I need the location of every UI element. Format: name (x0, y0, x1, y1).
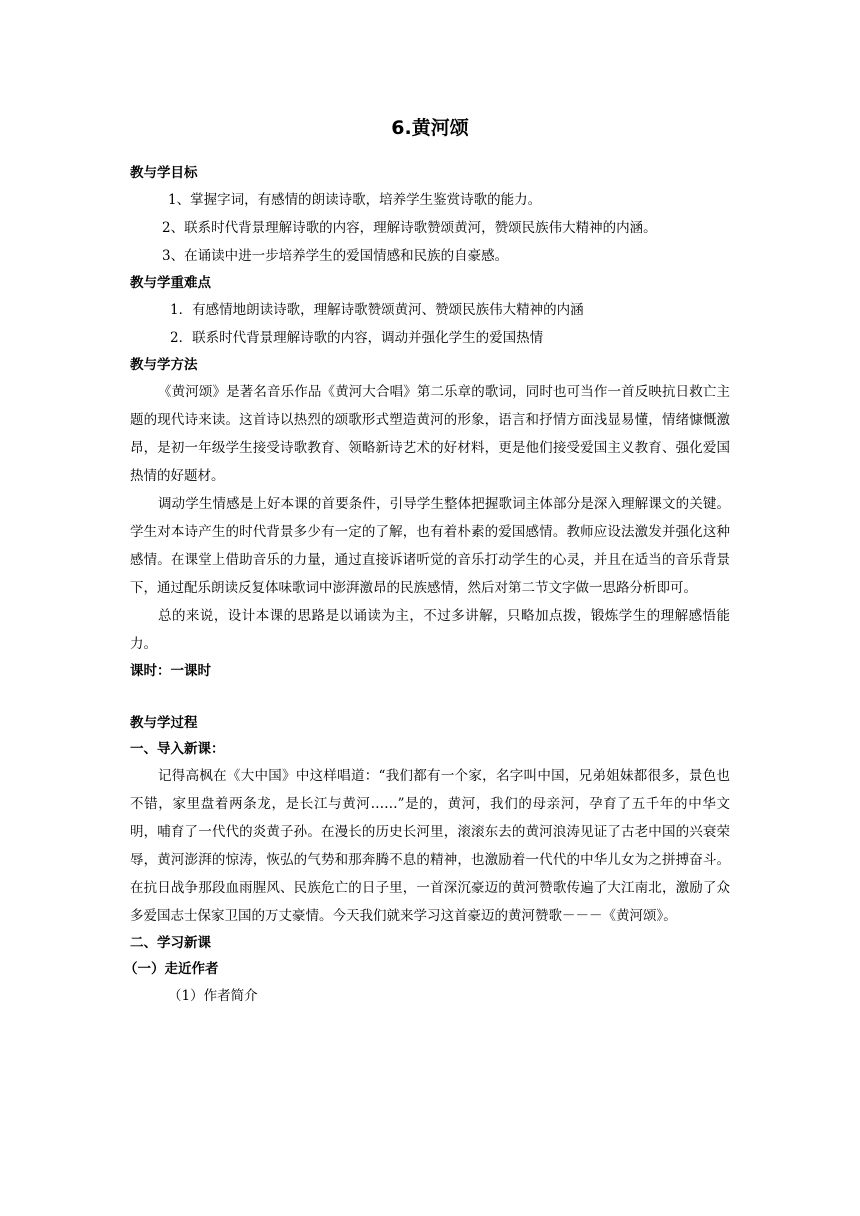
goal-item-1: 1、掌握字词，有感情的朗读诗歌，培养学生鉴赏诗歌的能力。 (168, 192, 542, 208)
process-heading: 教与学过程 (130, 715, 198, 731)
method-heading: 教与学方法 (130, 357, 198, 373)
class-time: 课时：一课时 (130, 663, 211, 679)
intro-heading: 一、导入新课： (130, 741, 225, 757)
author-subheading: （一）走近作者 (124, 961, 219, 977)
goals-heading: 教与学目标 (130, 165, 198, 181)
key-item-1: 1．有感情地朗读诗歌，理解诗歌赞颂黄河、赞颂民族伟大精神的内涵 (170, 302, 584, 318)
goal-item-2: 2、联系时代背景理解诗歌的内容，理解诗歌赞颂黄河，赞颂民族伟大精神的内涵。 (162, 220, 657, 236)
new-lesson-heading: 二、学习新课 (130, 935, 211, 951)
keys-heading: 教与学重难点 (130, 275, 211, 291)
document-body (124, 160, 730, 1010)
page-title: 6.黄河颂 (391, 117, 469, 139)
method-paragraph-1: 《黄河颂》是著名音乐作品《黄河大合唱》第二乐章的歌词，同时也可当作一首反映抗日救亡主题的现代诗来读。这首诗以热烈的颂歌形式塑造黄河的形象，语言和抒情方面浅显易懂，情绪慷慨激昂，是初一年级学生接受诗歌教育、领略新诗艺术的好材料，更是他们接受爱国主义教育、强化爱国热情的好题材。 (130, 384, 730, 484)
key-item-2: 2．联系时代背景理解诗歌的内容，调动并强化学生的爱国热情 (170, 330, 544, 346)
author-intro-item: （1）作者简介 (168, 988, 258, 1004)
blank-line (130, 684, 730, 710)
method-paragraph-2: 调动学生情感是上好本课的首要条件，引导学生整体把握歌词主体部分是深入理解课文的关键。学生对本诗产生的时代背景多少有一定的了解，也有着朴素的爱国感情。教师应设法激发并强化这种感情。在课堂上借助音乐的力量，通过直接诉诸听觉的音乐打动学生的心灵，并且在适当的音乐背景下，通过配乐朗读反复体味歌词中澎湃激昂的民族感情，然后对第二节文字做一思路分析即可。 (130, 496, 730, 596)
method-paragraph-3: 总的来说，设计本课的思路是以诵读为主，不过多讲解，只略加点拨，锻炼学生的理解感悟能力。 (130, 608, 730, 652)
goal-item-3: 3、在诵读中进一步培养学生的爱国情感和民族的自豪感。 (162, 248, 509, 264)
intro-paragraph: 记得高枫在《大中国》中这样唱道：“我们都有一个家，名字叫中国，兄弟姐妹都很多，景色也不错，家里盘着两条龙，是长江与黄河……”是的，黄河，我们的母亲河，孕育了五千年的中华文明，哺育了一代代的炎黄子孙。在漫长的历史长河里，滚滚东去的黄河浪涛见证了古老中国的兴衰荣辱，黄河澎湃的惊涛，恢弘的气势和那奔腾不息的精神，也激励着一代代的中华儿女为之拼搏奋斗。在抗日战争那段血雨腥风、民族危亡的日子里，一首深沉豪迈的黄河赞歌传遍了大江南北，激励了众多爱国志士保家卫国的万丈豪情。今天我们就来学习这首豪迈的黄河赞歌－－－《黄河颂》。 (130, 768, 730, 924)
